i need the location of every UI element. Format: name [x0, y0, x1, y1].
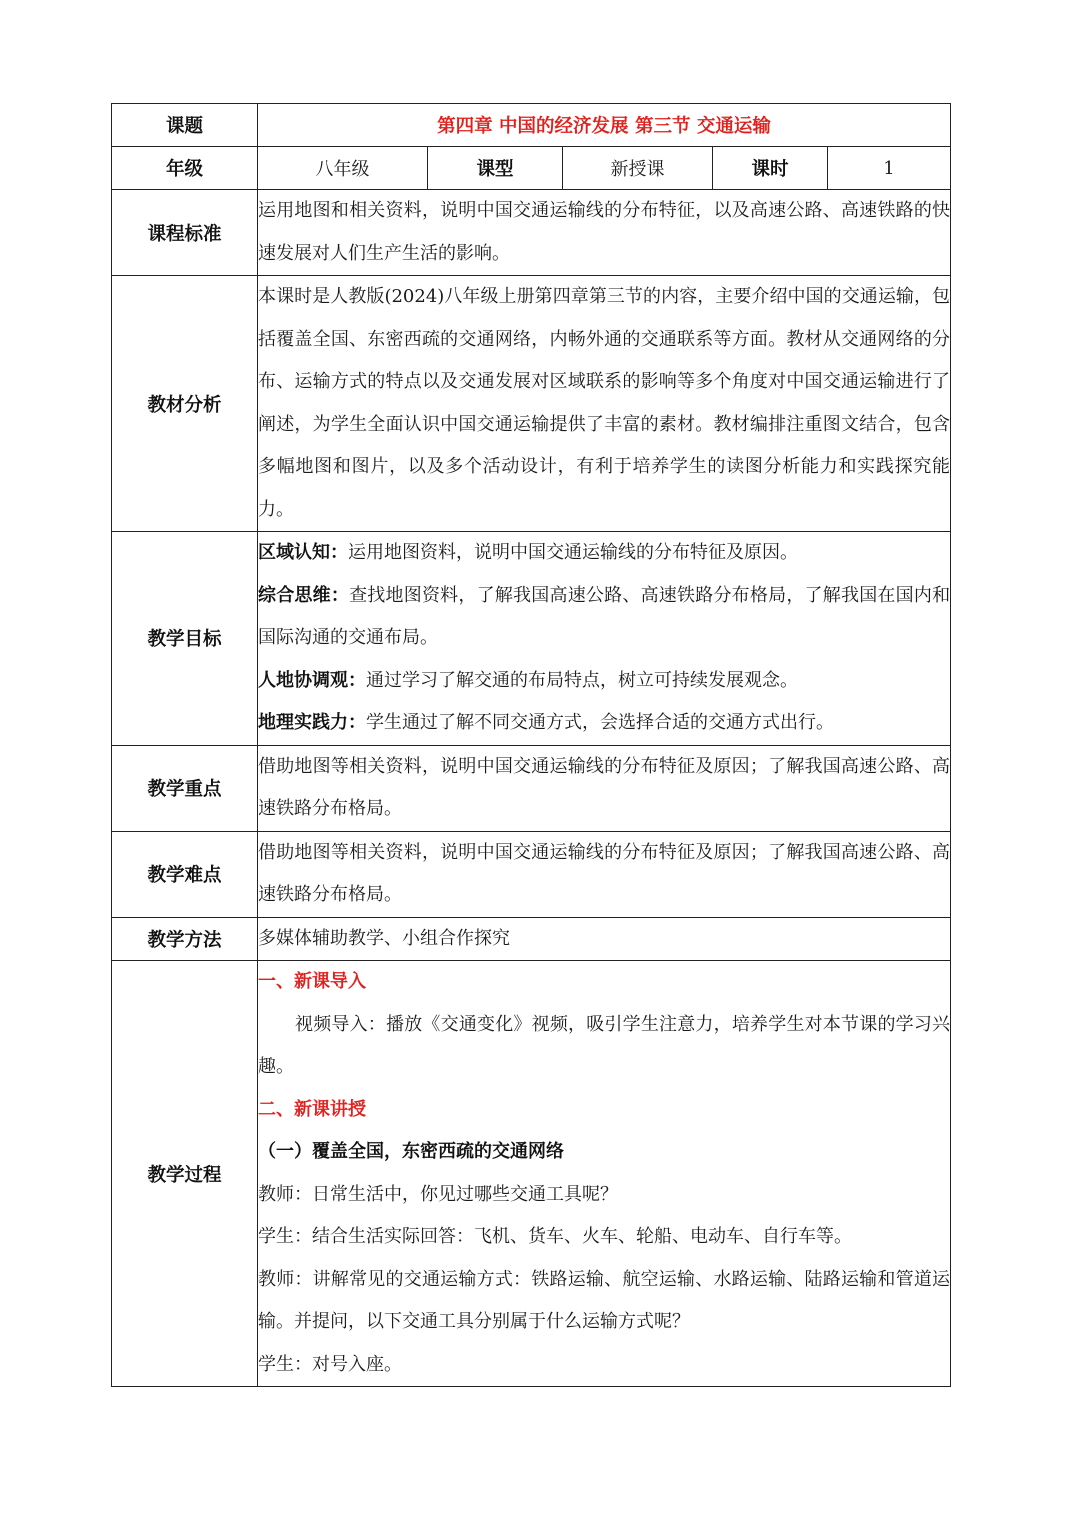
row-methods [112, 917, 951, 961]
row-topic [112, 104, 951, 147]
row-process [112, 961, 951, 1387]
intro-paragraph: 视频导入：播放《交通变化》视频，吸引学生注意力，培养学生对本节课的学习兴趣。 [258, 1013, 951, 1077]
objective-term: 人地协调观： [258, 669, 366, 691]
dialogue-line: 教师：讲解常见的交通运输方式：铁路运输、航空运输、水路运输、陆路运输和管道运输。并提问，以下交通工具分别属于什么运输方式呢？ [258, 1268, 951, 1332]
difficulties-text: 借助地图等相关资料，说明中国交通运输线的分布特征及原因；了解我国高速公路、高速铁路分布格局。 [258, 831, 951, 917]
topic-label: 课题 [112, 104, 258, 147]
objective-item [258, 532, 950, 575]
key-points-text: 借助地图等相关资料，说明中国交通运输线的分布特征及原因；了解我国高速公路、高速铁路分布格局。 [258, 745, 951, 831]
hours-label: 课时 [713, 147, 828, 190]
objective-item [258, 660, 950, 703]
type-value: 新授课 [563, 147, 713, 190]
process-label: 教学过程 [112, 961, 258, 1387]
dialogue-line: 学生：对号入座。 [258, 1353, 402, 1375]
row-analysis [112, 276, 951, 532]
process-content [258, 961, 951, 1387]
section-heading: 二、新课讲授 [258, 1098, 366, 1120]
difficulties-label: 教学难点 [112, 831, 258, 917]
objective-text: 运用地图资料，说明中国交通运输线的分布特征及原因。 [348, 542, 798, 563]
analysis-text: 本课时是人教版(2024)八年级上册第四章第三节的内容，主要介绍中国的交通运输，包括覆盖全国、东密西疏的交通网络，内畅外通的交通联系等方面。教材从交通网络的分布、运输方式的特点以及交通发展对区域联系的影响等多个角度对中国交通运输进行了阐述，为学生全面认识中国交通运输提供了丰富的素材。教材编排注重图文结合，包含多幅地图和图片，以及多个活动设计，有利于培养学生的读图分析能力和实践探究能力。 [258, 276, 951, 532]
objective-item [258, 702, 950, 745]
key-points-label: 教学重点 [112, 745, 258, 831]
row-difficulties [112, 831, 951, 917]
row-objectives [112, 532, 951, 746]
dialogue-line: 学生：结合生活实际回答：飞机、货车、火车、轮船、电动车、自行车等。 [258, 1226, 852, 1247]
dialogue-line: 教师：日常生活中，你见过哪些交通工具呢？ [258, 1183, 618, 1205]
lesson-plan-table [111, 103, 951, 1387]
topic-value: 第四章 中国的经济发展 第三节 交通运输 [258, 104, 951, 147]
standard-text: 运用地图和相关资料，说明中国交通运输线的分布特征，以及高速公路、高速铁路的快速发展对人们生产生活的影响。 [258, 190, 951, 276]
subsection-heading: （一）覆盖全国，东密西疏的交通网络 [258, 1141, 564, 1162]
grade-label: 年级 [112, 147, 258, 190]
type-label: 课型 [428, 147, 563, 190]
grade-value: 八年级 [258, 147, 428, 190]
standard-label: 课程标准 [112, 190, 258, 276]
objective-term: 区域认知： [258, 542, 348, 563]
row-standard [112, 190, 951, 276]
methods-label: 教学方法 [112, 917, 258, 961]
row-grade [112, 147, 951, 190]
objective-item [258, 575, 950, 660]
objective-term: 地理实践力： [258, 712, 366, 733]
hours-value: 1 [828, 147, 951, 190]
objectives-label: 教学目标 [112, 532, 258, 746]
objective-term: 综合思维： [258, 584, 350, 606]
objectives-list [258, 532, 951, 746]
objective-text: 通过学习了解交通的布局特点，树立可持续发展观念。 [366, 669, 798, 691]
row-key-points [112, 745, 951, 831]
analysis-label: 教材分析 [112, 276, 258, 532]
methods-text: 多媒体辅助教学、小组合作探究 [258, 917, 951, 961]
section-heading: 一、新课导入 [258, 971, 366, 992]
objective-text: 学生通过了解不同交通方式，会选择合适的交通方式出行。 [366, 712, 834, 733]
objective-text: 查找地图资料，了解我国高速公路、高速铁路分布格局，了解我国在国内和国际沟通的交通布局。 [258, 584, 951, 648]
